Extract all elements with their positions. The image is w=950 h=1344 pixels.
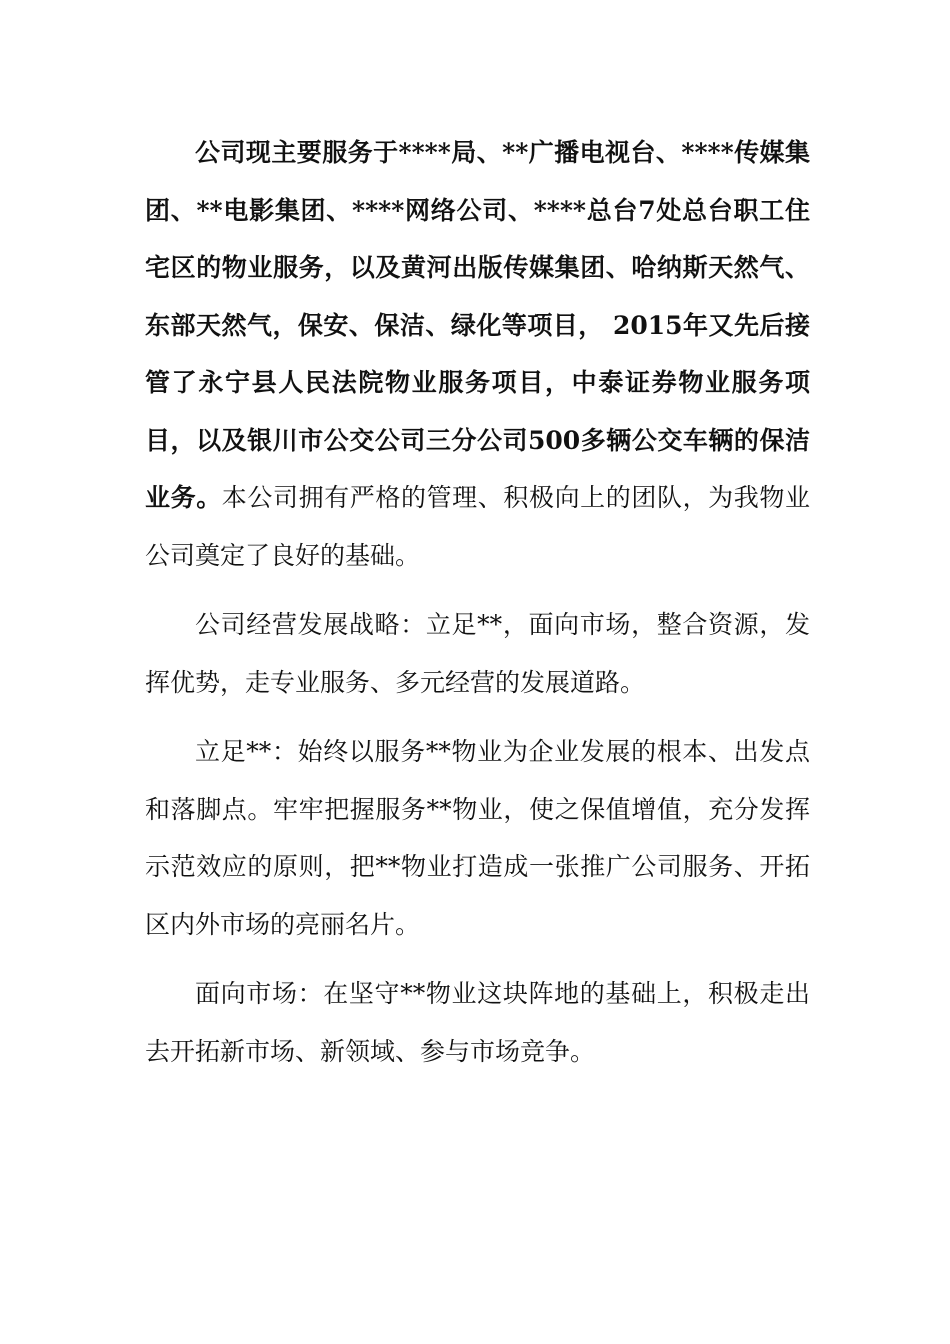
document-body <box>145 124 810 1080</box>
paragraph-strategy: 公司经营发展战略：立足**，面向市场，整合资源，发挥优势，走专业服务、多元经营的发展道路。 <box>145 610 810 697</box>
paragraph-facing-market: 面向市场：在坚守**物业这块阵地的基础上，积极走出去开拓新市场、新领域、参与市场竞争。 <box>145 979 810 1066</box>
paragraph-bold-text: 公司现主要服务于****局、**广播电视台、****传媒集团、**电影集团、****网络公司、****总台7处总台职工住宅区的物业服务，以及黄河出版传媒集团、哈纳斯天然气、东部天然气，保安、保洁、绿化等项目， 2015年又先后接管了永宁县人民法院物业服务项目，中泰证券物业服务项目，以及银川市公交公司三分公司500多辆公交车辆的保洁业务。 <box>145 138 810 512</box>
paragraph-normal-text: 本公司拥有严格的管理、积极向上的团队，为我物业公司奠定了良好的基础。 <box>145 483 810 570</box>
paragraph-based-on: 立足**：始终以服务**物业为企业发展的根本、出发点和落脚点。牢牢把握服务**物业，使之保值增值，充分发挥示范效应的原则，把**物业打造成一张推广公司服务、开拓区内外市场的亮丽名片。 <box>145 737 810 939</box>
paragraph-company-services <box>145 124 810 584</box>
